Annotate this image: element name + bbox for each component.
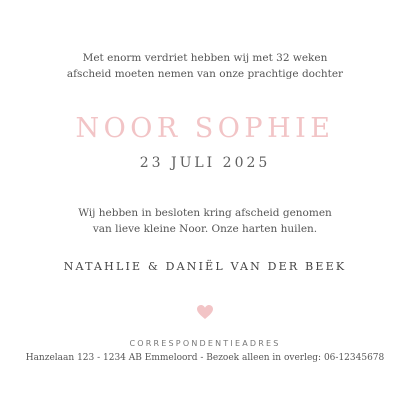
correspondence-title: CORRESPONDENTIEADRES [129, 339, 281, 348]
intro-line-2: afscheid moeten nemen van onze prachtige dochter [66, 67, 344, 80]
intro-text [0, 51, 410, 82]
message-text [0, 206, 410, 237]
heart-icon [196, 304, 214, 320]
correspondence-address: Hanzelaan 123 - 1234 AB Emmeloord - Bezoek alleen in overleg: 06-12345678 [25, 353, 385, 363]
message-line-1: Wij hebben in besloten kring afscheid genomen [78, 207, 332, 219]
parents-names: NATAHLIE & DANIËL VAN DER BEEK [63, 260, 347, 273]
child-name: NOOR SOPHIE [75, 113, 335, 144]
date: 23 JULI 2025 [139, 155, 271, 171]
message-line-2: van lieve kleine Noor. Onze harten huilen. [92, 222, 318, 235]
intro-line-1: Met enorm verdriet hebben wij met 32 weken [82, 52, 328, 64]
